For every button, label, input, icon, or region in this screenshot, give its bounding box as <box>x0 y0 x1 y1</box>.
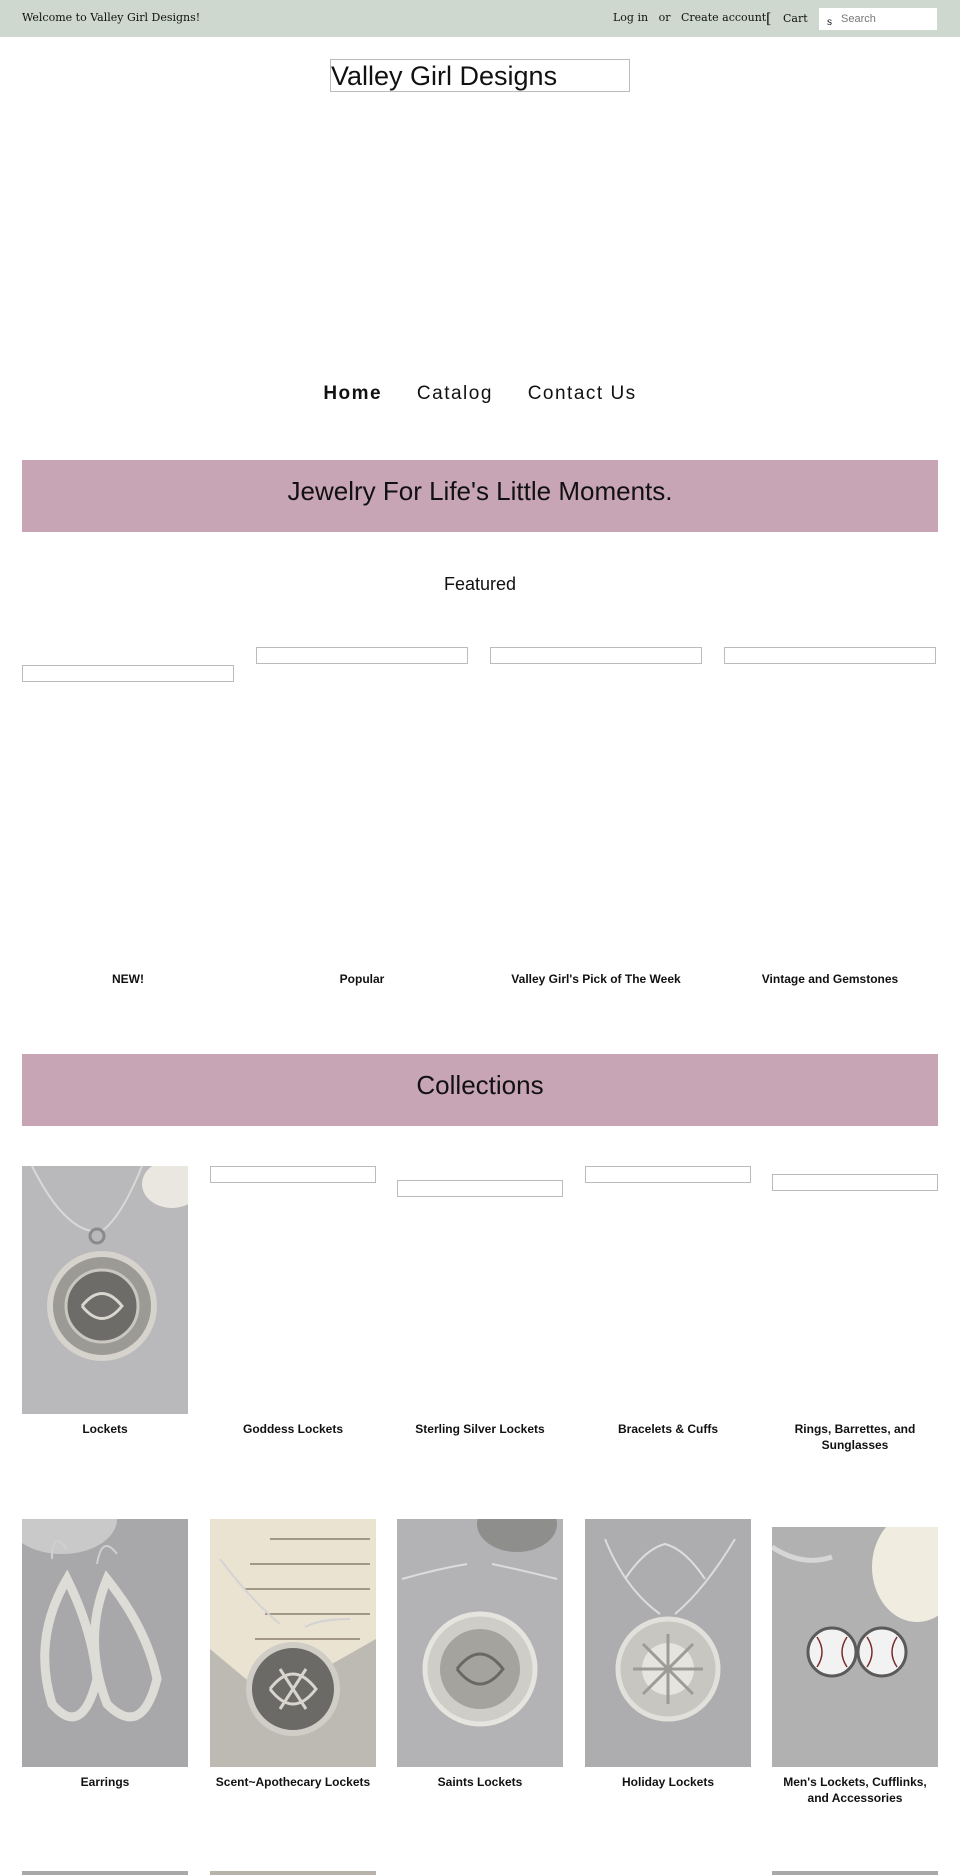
broken-image[interactable] <box>22 665 234 682</box>
collection-label[interactable]: Saints Lockets <box>437 1775 523 1789</box>
search-box[interactable] <box>818 7 938 31</box>
collection-image[interactable] <box>22 1166 188 1414</box>
broken-image[interactable] <box>397 1180 563 1197</box>
collection-label[interactable]: Scent~Apothecary Lockets <box>215 1775 371 1789</box>
collection-label[interactable]: Holiday Lockets <box>621 1775 715 1789</box>
site-logo[interactable] <box>330 59 630 92</box>
search-input[interactable] <box>841 11 933 27</box>
featured-title[interactable]: NEW! <box>112 972 144 986</box>
collection-label[interactable]: Bracelets & Cuffs <box>617 1422 719 1436</box>
collection-label[interactable]: Lockets <box>82 1422 128 1436</box>
collection-image[interactable] <box>210 1871 376 1875</box>
collection-image[interactable] <box>210 1519 376 1767</box>
broken-image[interactable] <box>724 647 936 664</box>
collection-image[interactable] <box>397 1519 563 1767</box>
account-links <box>613 11 766 24</box>
tagline-banner <box>22 460 938 532</box>
broken-image[interactable] <box>490 647 702 664</box>
collection-image[interactable] <box>585 1519 751 1767</box>
create-account-link[interactable]: Create account <box>680 11 767 24</box>
broken-image[interactable] <box>256 647 468 664</box>
collection-image[interactable] <box>22 1871 188 1875</box>
collection-label[interactable]: Goddess Lockets <box>242 1422 344 1436</box>
nav-item-home[interactable]: Home <box>323 383 383 404</box>
featured-heading: Featured <box>443 574 517 594</box>
nav-item-catalog[interactable]: Catalog <box>416 383 493 404</box>
collection-label[interactable]: Rings, Barrettes, and Sunglasses <box>794 1422 916 1452</box>
collection-label[interactable]: Sterling Silver Lockets <box>415 1422 545 1436</box>
broken-image[interactable] <box>585 1166 751 1183</box>
login-link[interactable]: Log in <box>613 11 649 24</box>
featured-title[interactable]: Vintage and Gemstones <box>761 972 899 986</box>
top-bar <box>0 0 960 37</box>
or-separator: or <box>658 11 671 24</box>
collections-heading: Collections <box>416 1070 544 1100</box>
nav-item-contact-us[interactable]: Contact Us <box>527 383 637 404</box>
logo-alt-text: Valley Girl Designs <box>331 61 558 91</box>
main-nav <box>0 383 960 405</box>
cart-icon: [ <box>766 11 772 27</box>
collection-image[interactable] <box>772 1527 938 1767</box>
cart-label: Cart <box>782 12 808 25</box>
featured-title[interactable]: Popular <box>339 972 385 986</box>
broken-image[interactable] <box>210 1166 376 1183</box>
broken-image[interactable] <box>772 1174 938 1191</box>
collection-label[interactable]: Men's Lockets, Cufflinks, and Accessories <box>783 1775 927 1805</box>
featured-title[interactable]: Valley Girl's Pick of The Week <box>511 972 681 986</box>
collection-image[interactable] <box>22 1519 188 1767</box>
welcome-message: Welcome to Valley Girl Designs! <box>22 11 201 24</box>
collections-banner <box>22 1054 938 1126</box>
collection-image[interactable] <box>772 1871 938 1875</box>
search-icon[interactable]: s <box>827 17 833 28</box>
cart-link[interactable] <box>766 10 808 26</box>
tagline-text: Jewelry For Life's Little Moments. <box>287 476 673 506</box>
collection-label[interactable]: Earrings <box>80 1775 130 1789</box>
